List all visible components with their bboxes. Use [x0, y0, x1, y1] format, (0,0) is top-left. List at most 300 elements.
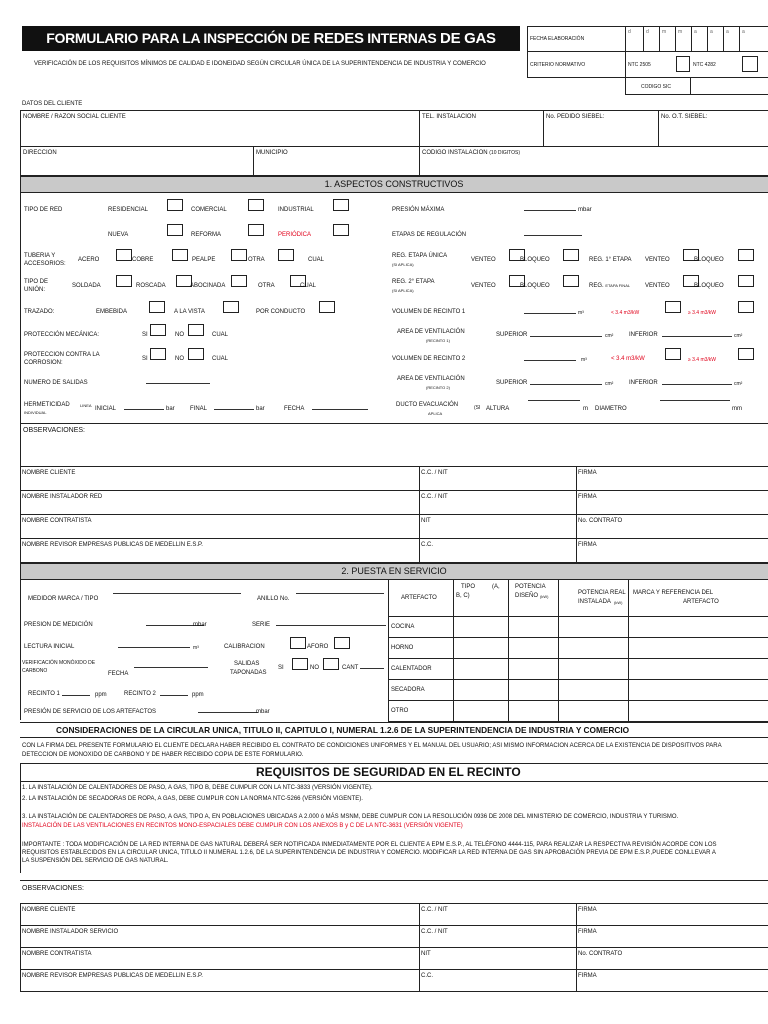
date-cell-3[interactable]: m	[678, 29, 683, 35]
reg-segunda-etapa-note: (SI APLICA)	[392, 288, 414, 293]
comercial-label: COMERCIAL	[191, 207, 227, 213]
sign-name-field[interactable]: NOMBRE REVISOR EMPRESAS PUBLICAS DE MEDELLIN E.S.P.	[22, 973, 203, 979]
hermeticidad-individual: INDIVIDUAL	[24, 410, 47, 415]
superior-1-label: SUPERIOR	[496, 332, 528, 338]
title-part-b: REDES	[313, 30, 364, 47]
ntc-4282-label: NTC 4282	[693, 62, 716, 68]
artefacto-cell[interactable]	[509, 680, 557, 699]
nueva-checkbox[interactable]	[167, 224, 183, 236]
presion-servicio-label: PRESIÓN DE SERVICIO DE LOS ARTEFACTOS	[24, 709, 157, 715]
prot-corr-no-label: NO	[175, 356, 184, 362]
sign-id-field[interactable]: C.C. / NIT	[421, 929, 448, 935]
tipo-red-label: TIPO DE RED	[24, 207, 63, 213]
area-ventilacion-2-note: (RECINTO 2)	[426, 385, 450, 390]
sign-sig-field[interactable]: FIRMA	[578, 929, 597, 935]
importante-line-3: LA SUSPENSIÓN DEL SERVICIO DE GAS NATURAL.	[22, 858, 169, 864]
nombre-razon-social-field[interactable]: NOMBRE / RAZON SOCIAL CLIENTE	[23, 114, 126, 120]
sign-id-field[interactable]: C.C.	[421, 542, 433, 548]
superior-2-unit: cm²	[605, 381, 614, 387]
artefacto-cell[interactable]	[629, 617, 767, 636]
reg-final-text: REG.	[589, 283, 604, 289]
area-ventilacion-1-label: AREA DE VENTILACIÓN	[397, 329, 465, 335]
th-artefacto: ARTEFACTO	[401, 595, 437, 601]
codigo-instalacion-label: CODIGO INSTALACION	[422, 150, 488, 156]
sign-name-field[interactable]: NOMBRE INSTALADOR RED	[22, 494, 103, 500]
pealpe-label: PEALPE	[192, 257, 216, 263]
superior-2-input[interactable]	[530, 384, 602, 385]
area-ventilacion-1-note: (RECINTO 1)	[426, 338, 450, 343]
presion-medicion-unit: mbar	[193, 622, 207, 628]
final-unit: bar	[256, 406, 265, 412]
header-table-bot	[527, 77, 768, 78]
lectura-inicial-label: LECTURA INICIAL	[24, 644, 75, 650]
sign-row-line	[20, 925, 768, 926]
subtitle: VERIFICACIÓN DE LOS REQUISITOS MÍNIMOS DE CALIDAD E IDONEIDAD SEGÚN CIRCULAR ÚNICA DE LA SUPERINTENDENCIA DE INDUSTRIA Y COMERCIO	[34, 61, 486, 67]
sign-row-line	[20, 514, 768, 515]
salidas-cant-label: CANT	[342, 665, 359, 671]
pealpe-checkbox[interactable]	[231, 249, 247, 261]
direccion-field[interactable]: DIRECCION	[23, 150, 57, 156]
tipo-union-label-a: TIPO DE	[24, 279, 49, 285]
periodica-checkbox[interactable]	[333, 224, 349, 236]
recinto-1-co-label: RECINTO 1	[28, 691, 60, 697]
artefacto-cell[interactable]	[559, 701, 627, 720]
volumen-recinto-2-unit: m³	[581, 357, 587, 363]
presion-maxima-unit: mbar	[578, 207, 592, 213]
salidas-cant-input[interactable]	[360, 668, 384, 669]
artefacto-cell[interactable]	[454, 617, 507, 636]
presion-medicion-label: PRESION DE MEDICIÓN	[24, 622, 93, 628]
etapas-regulacion-label: ETAPAS DE REGULACIÓN	[392, 232, 467, 238]
presion-maxima-label: PRESIÓN MÁXIMA	[392, 207, 445, 213]
industrial-checkbox[interactable]	[333, 199, 349, 211]
venteo-segunda-label: VENTEO	[471, 283, 496, 289]
mayor-3-4-checkbox-1[interactable]	[738, 301, 754, 313]
serie-label: SERIE	[252, 622, 271, 628]
sign-id-field[interactable]: C.C. / NIT	[421, 494, 448, 500]
consideraciones-line-1: CON LA FIRMA DEL PRESENTE FORMULARIO EL CLIENTE DECLARA HABER RECIBIDO EL CONTRATO DE CONDICIONES UNIFORMES Y EL MANUAL DEL USUARIO; ASI MISMO INFORMACION ACERCA DE LA EXISTENCIA DE DISPOSITIVOS PARA	[22, 743, 722, 749]
sign-col-line	[20, 903, 21, 991]
menor-3-4-label-1: < 3.4 m3/kW	[611, 310, 640, 316]
etapas-regulacion-input[interactable]	[524, 235, 582, 236]
th-marca-a: MARCA Y REFERENCIA DEL	[633, 590, 714, 596]
header-table-top	[527, 26, 768, 27]
prot-corr-si-label: SI	[142, 356, 148, 362]
artefacto-cell[interactable]	[559, 680, 627, 699]
sign-row-line	[20, 947, 768, 948]
volumen-recinto-1-label: VOLUMEN DE RECINTO 1	[392, 309, 466, 315]
date-cell-divider	[643, 26, 644, 51]
inferior-2-input[interactable]	[662, 384, 732, 385]
venteo-unica-label: VENTEO	[471, 257, 496, 263]
client-mid-line	[20, 146, 768, 147]
municipio-field[interactable]: MUNICIPIO	[256, 150, 288, 156]
requisito-4: INSTALACIÓN DE LAS VENTILACIONES EN RECINTOS MONO-ESPACIALES DEBE CUMPLIR CON LOS ANEXOS B y C DE LA NTC-3631 (VERSIÓN VIGENTE)	[22, 823, 463, 829]
req-top-line	[20, 763, 768, 764]
tipo-union-label-b: UNIÓN:	[24, 287, 45, 293]
consid-mid-line	[20, 737, 768, 738]
tel-instalacion-field[interactable]: TEL. INSTALACION	[422, 114, 476, 120]
th-potencia-a: POTENCIA	[515, 584, 546, 590]
artefacto-cell[interactable]	[454, 638, 507, 657]
altura-input[interactable]	[528, 400, 580, 401]
reg-primera-etapa-label: REG. 1° ETAPA	[589, 257, 632, 263]
hermeticidad-label: HERMETICIDAD	[24, 402, 70, 408]
section-1-header: 1. ASPECTOS CONSTRUCTIVOS	[20, 176, 768, 193]
date-cell-divider	[691, 26, 692, 51]
cual-union-label: CUAL	[300, 283, 317, 289]
date-cell-divider	[675, 26, 676, 51]
sign-sig-field[interactable]: No. CONTRATO	[578, 518, 623, 524]
artefacto-row-label: OTRO	[391, 708, 409, 714]
date-cell-divider	[659, 26, 660, 51]
a-la-vista-label: A LA VISTA	[174, 309, 205, 315]
bloqueo-final-label: BLOQUEO	[694, 283, 724, 289]
sign-id-field[interactable]: C.C. / NIT	[421, 907, 448, 913]
app-table-top	[388, 579, 768, 580]
verificacion-co-label-a: VERIFICACIÓN MONÓXIDO DE	[22, 660, 96, 666]
sign-id-field[interactable]: C.C. / NIT	[421, 470, 448, 476]
verificacion-co-label-b: CARBONO	[22, 668, 48, 674]
artefacto-cell[interactable]	[559, 617, 627, 636]
comercial-checkbox[interactable]	[248, 199, 264, 211]
prot-mec-si-label: SI	[142, 332, 148, 338]
artefacto-cell[interactable]	[629, 638, 767, 657]
criterio-normativo-label: CRITERIO NORMATIVO	[530, 62, 586, 68]
proteccion-mecanica-label: PROTECCIÓN MECÁNICA:	[24, 332, 100, 338]
salidas-no-label: NO	[310, 665, 319, 671]
sign-sig-field[interactable]: FIRMA	[578, 907, 597, 913]
artefacto-cell[interactable]	[559, 659, 627, 678]
prot-mec-cual-label: CUAL	[212, 332, 229, 338]
consideraciones-title: CONSIDERACIONES DE LA CIRCULAR UNICA, TITULO II, CAPITULO I, NUMERAL 1.2.6 DE LA SUPERINTENDENCIA DE INDUSTRIA Y COMERCIO	[56, 725, 630, 735]
title-part-d: DE GAS	[440, 30, 496, 47]
sign-id-field[interactable]: NIT	[421, 951, 431, 957]
menor-3-4-checkbox-2[interactable]	[665, 348, 681, 360]
a-la-vista-checkbox[interactable]	[223, 301, 239, 313]
calibracion-checkbox[interactable]	[290, 637, 306, 649]
final-input[interactable]	[214, 409, 254, 410]
roscada-label: ROSCADA	[136, 283, 166, 289]
venteo-primera-label: VENTEO	[645, 257, 670, 263]
proteccion-corrosion-label-a: PROTECCION CONTRA LA	[24, 352, 100, 358]
artefacto-cell[interactable]	[509, 638, 557, 657]
inferior-1-unit: cm²	[734, 333, 743, 339]
altura-label: ALTURA	[486, 406, 510, 412]
pedido-siebel-field[interactable]: No. PEDIDO SIEBEL:	[546, 114, 605, 120]
lectura-inicial-unit: m³	[193, 645, 199, 651]
artefacto-cell[interactable]	[629, 701, 767, 720]
embebida-checkbox[interactable]	[149, 301, 165, 313]
inferior-1-input[interactable]	[662, 336, 732, 337]
date-cell-6[interactable]: a	[726, 29, 729, 35]
ntc-2505-label: NTC 2505	[628, 62, 651, 68]
prot-corr-no-checkbox[interactable]	[188, 348, 204, 360]
client-top-line	[20, 110, 768, 111]
fecha-hermet-label: FECHA	[284, 406, 305, 412]
th-tipo-c: B, C)	[456, 593, 470, 599]
date-cell-7[interactable]: a	[742, 29, 745, 35]
title-part-a: FORMULARIO PARA LA INSPECCIÓN DE	[46, 30, 314, 46]
abocinada-label: ABOCINADA	[190, 283, 226, 289]
medidor-label: MEDIDOR MARCA / TIPO	[28, 596, 99, 602]
numero-salidas-input[interactable]	[146, 383, 210, 384]
sign-sig-field[interactable]: FIRMA	[578, 494, 597, 500]
nueva-label: NUEVA	[108, 232, 129, 238]
artefacto-row-label: CALENTADOR	[391, 666, 432, 672]
sign-sig-field[interactable]: No. CONTRATO	[578, 951, 623, 957]
reg-etapa-unica-note: (SI APLICA)	[392, 262, 414, 267]
fecha-co-input[interactable]	[134, 667, 208, 668]
client-div2	[543, 110, 544, 146]
artefacto-cell[interactable]	[454, 701, 507, 720]
fecha-co-label: FECHA	[108, 671, 129, 677]
proteccion-corrosion-label-b: CORROSION:	[24, 360, 63, 366]
prot-corr-si-checkbox[interactable]	[150, 348, 166, 360]
por-conducto-checkbox[interactable]	[319, 301, 335, 313]
th-potencia-b: DISEÑO	[515, 593, 539, 599]
requisitos-title: REQUISITOS DE SEGURIDAD EN EL RECINTO	[256, 765, 521, 779]
artefacto-cell[interactable]	[559, 638, 627, 657]
date-cell-4[interactable]: a	[694, 29, 697, 35]
client-div4	[253, 146, 254, 175]
sign-sig-field[interactable]: FIRMA	[578, 470, 597, 476]
volumen-recinto-2-label: VOLUMEN DE RECINTO 2	[392, 356, 466, 362]
aforo-label: AFORO	[307, 644, 329, 650]
inferior-1-label: INFERIOR	[629, 332, 658, 338]
superior-2-label: SUPERIOR	[496, 380, 528, 386]
calibracion-label: CALIBRACION	[224, 644, 265, 650]
aforo-checkbox[interactable]	[334, 637, 350, 649]
th-tipo-b: (A,	[492, 584, 500, 590]
sign-sig-field[interactable]: FIRMA	[578, 973, 597, 979]
reg-segunda-etapa-label: REG. 2° ETAPA	[392, 279, 435, 285]
importante-line-1: IMPORTANTE : TODA MODIFICACIÓN DE LA RED INTERNA DE GAS NATURAL DEBERÁ SER NOTIFICADA INMEDIATAMENTE POR EL CLIENTE A EPM E.S.P., AL TELÉFONO 4444-115, PARA REALIZAR LA RESPECTIVA REVISIÓN ACORDE CON LOS	[22, 842, 717, 848]
cual-tuberia-label: CUAL	[308, 257, 325, 263]
recinto-2-co-label: RECINTO 2	[124, 691, 156, 697]
ntc-2505-checkbox[interactable]	[676, 56, 690, 72]
diametro-unit: mm	[732, 406, 742, 412]
req-title-line	[20, 781, 768, 782]
venteo-final-label: VENTEO	[645, 283, 670, 289]
artefacto-row-label: COCINA	[391, 624, 415, 630]
presion-servicio-input[interactable]	[198, 712, 258, 713]
volumen-recinto-2-input[interactable]	[524, 360, 576, 361]
prot-mec-si-checkbox[interactable]	[150, 324, 166, 336]
codigo-instalacion-note: (10 DIGITOS)	[489, 150, 520, 156]
sign-sig-field[interactable]: FIRMA	[578, 542, 597, 548]
inicial-label: INICIAL	[95, 406, 117, 412]
sign-name-field[interactable]: NOMBRE REVISOR EMPRESAS PUBLICAS DE MEDELLIN E.S.P.	[22, 542, 203, 548]
header-table-div	[625, 26, 626, 94]
sign-row-line	[20, 969, 768, 970]
otra-tuberia-checkbox[interactable]	[278, 249, 294, 261]
bloqueo-final-checkbox[interactable]	[738, 275, 754, 287]
reg-etapa-unica-label: REG. ETAPA ÚNICA	[392, 253, 448, 259]
volumen-recinto-1-input[interactable]	[524, 313, 576, 314]
observaciones-1-label: OBSERVACIONES:	[23, 427, 85, 434]
numero-salidas-label: NUMERO DE SALIDAS	[24, 380, 88, 386]
hermeticidad-linea: LINEA	[80, 403, 92, 408]
artefacto-cell[interactable]	[629, 659, 767, 678]
salidas-taponadas-label-b: TAPONADAS	[230, 670, 267, 676]
date-cell-2[interactable]: m	[662, 29, 667, 35]
sign-name-field[interactable]: NOMBRE CONTRATISTA	[22, 951, 92, 957]
reg-etapa-final-label	[589, 282, 630, 290]
diametro-input[interactable]	[660, 400, 730, 401]
app-col-line	[388, 579, 389, 721]
ot-siebel-field[interactable]: No. O.T. SIEBEL:	[661, 114, 708, 120]
obs2-top-line	[20, 880, 768, 881]
recinto-1-co-unit: ppm	[95, 692, 107, 698]
residencial-checkbox[interactable]	[167, 199, 183, 211]
date-cell-divider	[723, 26, 724, 51]
client-div3	[658, 110, 659, 146]
artefacto-cell[interactable]	[629, 680, 767, 699]
date-cell-divider	[739, 26, 740, 51]
sign-col-line	[576, 466, 577, 562]
fecha-hermet-input[interactable]	[312, 409, 368, 410]
datos-cliente-heading: DATOS DEL CLIENTE	[22, 101, 83, 107]
artefacto-cell[interactable]	[509, 701, 557, 720]
ducto-si-paren: (SI	[474, 405, 481, 411]
header-table-left	[527, 26, 528, 77]
por-conducto-label: POR CONDUCTO	[256, 309, 306, 315]
bloqueo-primera-checkbox[interactable]	[738, 249, 754, 261]
anillo-input[interactable]	[296, 593, 384, 594]
anillo-label: ANILLO No.	[257, 596, 290, 602]
presion-maxima-input[interactable]	[524, 210, 576, 211]
reforma-checkbox[interactable]	[248, 224, 264, 236]
th-real-a: POTENCIA REAL	[578, 590, 626, 596]
periodica-label: PERIÓDICA	[278, 232, 312, 238]
superior-1-unit: cm²	[605, 333, 614, 339]
bloqueo-primera-label: BLOQUEO	[694, 257, 724, 263]
embebida-label: EMBEBIDA	[96, 309, 128, 315]
date-cell-0[interactable]: d	[628, 29, 631, 35]
cobre-checkbox[interactable]	[172, 249, 188, 261]
artefacto-cell[interactable]	[454, 659, 507, 678]
obs1-top-line	[20, 423, 768, 424]
serie-input[interactable]	[276, 625, 386, 626]
sign-col-line	[419, 466, 420, 562]
codigo-sic-label: CODIGO SIC	[641, 84, 672, 90]
inicial-input[interactable]	[124, 409, 164, 410]
recinto-1-co-input[interactable]	[62, 695, 90, 696]
sign-col-line	[576, 903, 577, 991]
title-part-c: INTERNAS	[363, 30, 441, 46]
sign-name-field[interactable]: NOMBRE CLIENTE	[22, 907, 76, 913]
artefacto-row-label: SECADORA	[391, 687, 425, 693]
section-2-header: 2. PUESTA EN SERVICIO	[20, 563, 768, 580]
bloqueo-unica-checkbox[interactable]	[563, 249, 579, 261]
inicial-unit: bar	[166, 406, 175, 412]
medidor-input[interactable]	[113, 593, 241, 594]
bloqueo-unica-label: BLOQUEO	[520, 257, 550, 263]
inferior-2-unit: cm²	[734, 381, 743, 387]
artefacto-cell[interactable]	[454, 680, 507, 699]
acero-checkbox[interactable]	[116, 249, 132, 261]
sign-row-line	[20, 490, 768, 491]
residencial-label: RESIDENCIAL	[108, 207, 149, 213]
mayor-3-4-checkbox-2[interactable]	[738, 348, 754, 360]
soldada-checkbox[interactable]	[116, 275, 132, 287]
soldada-label: SOLDADA	[72, 283, 101, 289]
ntc-4282-checkbox[interactable]	[742, 56, 758, 72]
consid-top-line	[20, 722, 768, 723]
sign-id-field[interactable]: NIT	[421, 518, 431, 524]
header-sic-bot	[625, 94, 768, 95]
observaciones-1-field[interactable]	[21, 436, 766, 464]
accesorios-label: ACCESORIOS:	[24, 261, 66, 267]
bloqueo-segunda-label: BLOQUEO	[520, 283, 550, 289]
title-bar	[22, 26, 520, 51]
salidas-si-label: SI	[278, 665, 284, 671]
menor-3-4-label-2: < 3.4 m3/kW	[611, 356, 645, 362]
salidas-taponadas-label-a: SALIDAS	[234, 661, 260, 667]
sign-name-field[interactable]: NOMBRE INSTALADOR SERVICIO	[22, 929, 119, 935]
final-label: FINAL	[190, 406, 208, 412]
menor-3-4-checkbox-1[interactable]	[665, 301, 681, 313]
recinto-2-co-input[interactable]	[160, 695, 188, 696]
ducto-evacuacion-note: APLICA	[428, 411, 443, 416]
sign-id-field[interactable]: C.C.	[421, 973, 433, 979]
date-cell-1[interactable]: d	[646, 29, 649, 35]
volumen-recinto-1-unit: m³	[578, 310, 584, 316]
header-table-mid	[527, 51, 768, 52]
mayor-3-4-label-2: ≥ 3.4 m3/kW	[688, 357, 717, 363]
date-cell-divider	[707, 26, 708, 51]
s2-left-line	[20, 563, 21, 720]
area-ventilacion-2-label: AREA DE VENTILACIÓN	[397, 376, 465, 382]
fecha-elaboracion-label: FECHA ELABORACIÓN	[530, 36, 585, 42]
observaciones-2-field[interactable]	[21, 894, 766, 902]
sign-row-line	[20, 903, 768, 904]
th-marca-b: ARTEFACTO	[683, 599, 719, 605]
superior-1-input[interactable]	[530, 336, 602, 337]
th-potencia-unit: (kW)	[540, 594, 549, 599]
sign-col-line	[419, 903, 420, 991]
requisito-3: 3. LA INSTALACIÓN DE CALENTADORES DE PASO, A GAS, TIPO A, EN POBLACIONES UBICADAS A 2.000 ó MÁS MSNM, DEBE CUMPLIR CON LA RESOLUCIÓN 0936 DE 2008 DEL MINISTERIO DE COMERCIO, INDUSTRIA Y TURISMO.	[22, 814, 679, 820]
abocinada-checkbox[interactable]	[231, 275, 247, 287]
altura-unit: m	[583, 406, 588, 412]
bloqueo-segunda-checkbox[interactable]	[563, 275, 579, 287]
sign-name-field[interactable]: NOMBRE CONTRATISTA	[22, 518, 92, 524]
date-cell-5[interactable]: a	[710, 29, 713, 35]
artefacto-cell[interactable]	[509, 617, 557, 636]
codigo-instalacion-field[interactable]	[422, 149, 520, 157]
client-div1	[419, 110, 420, 175]
sign-name-field[interactable]: NOMBRE CLIENTE	[22, 470, 76, 476]
sign-row-line	[20, 538, 768, 539]
salidas-no-checkbox[interactable]	[323, 658, 339, 670]
prot-mec-no-label: NO	[175, 332, 184, 338]
lectura-inicial-input[interactable]	[118, 647, 190, 648]
codigo-sic-div	[690, 77, 691, 94]
salidas-si-checkbox[interactable]	[292, 658, 308, 670]
artefacto-cell[interactable]	[509, 659, 557, 678]
sign-bottom-line	[20, 991, 768, 992]
th-real-b: INSTALADA	[578, 599, 611, 605]
cobre-label: COBRE	[132, 257, 154, 263]
diametro-label: DIAMETRO	[595, 406, 627, 412]
prot-mec-no-checkbox[interactable]	[188, 324, 204, 336]
sign-col-line	[20, 466, 21, 562]
artefacto-row-label: HORNO	[391, 645, 414, 651]
importante-line-2: REQUISITOS ESTABLECIDOS EN LA CIRCULAR UNICA, TITULO II NUMERAL 1.2.6, DE LA SUPERINTENDENCIA DE INDUSTRIA Y COMERCIO. MODIFICAR LA RED INTERNA DE GAS SIN APROBACIÓN PREVIA DE EPM E.S.P.,PUEDE CONLLEVAR A	[22, 850, 716, 856]
requisito-1: 1. LA INSTALACIÓN DE CALENTADORES DE PASO, A GAS, TIPO B, DEBE CUMPLIR CON LA NTC-3833 (VERSIÓN VIGENTE).	[22, 785, 373, 791]
recinto-2-co-unit: ppm	[192, 692, 204, 698]
